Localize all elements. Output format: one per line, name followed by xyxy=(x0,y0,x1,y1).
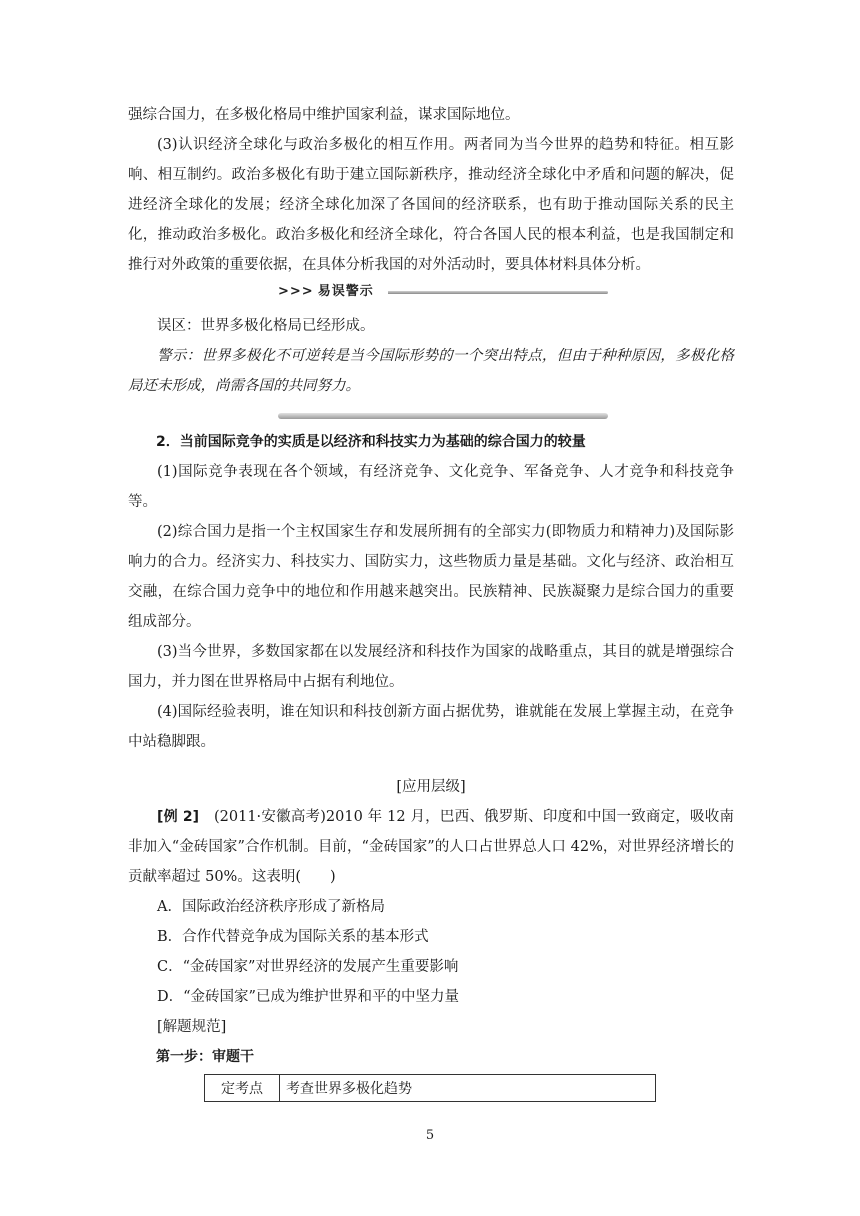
example-question xyxy=(128,802,734,892)
section-2-item-1: (1)国际竞争表现在各个领域，有经济竞争、文化竞争、军备竞争、人才竞争和科技竞争等。 xyxy=(128,464,734,510)
example-source: (2011·安徽高考) xyxy=(214,809,326,825)
step-1-title: 第一步：审题干 xyxy=(156,1049,254,1065)
table-row xyxy=(205,1075,656,1102)
warning-box-title: 易误警示 xyxy=(317,284,374,299)
section-2-item-4: (4)国际经验表明，谁在知识和科技创新方面占据优势，谁就能在发展上掌握主动，在竞争中站稳脚跟。 xyxy=(128,704,734,750)
warning-box-header xyxy=(278,284,608,298)
option-b: B．合作代替竞争成为国际关系的基本形式 xyxy=(157,929,429,945)
section-2-item-2: (2)综合国力是指一个主权国家生存和发展所拥有的全部实力(即物质力和精神力)及国际影响力的合力。经济实力、科技实力、国防实力，这些物质力量是基础。文化与经济、政治相互交融，在综合国力竞争中的地位和作用越来越突出。民族精神、民族凝聚力是综合国力的重要组成部分。 xyxy=(128,524,734,630)
example-label: [例 2] xyxy=(157,809,200,825)
option-a: A．国际政治经济秩序形成了新格局 xyxy=(157,899,385,915)
section-2-heading: 2．当前国际竞争的实质是以经济和科技实力为基础的综合国力的较量 xyxy=(156,434,586,450)
section-2-item-3: (3)当今世界，多数国家都在以发展经济和科技作为国家的战略重点，其目的就是增强综合国力，并力图在世界格局中占据有利地位。 xyxy=(128,644,734,690)
solution-norm-label: [解题规范] xyxy=(157,1019,227,1035)
table-value: 考查世界多极化趋势 xyxy=(280,1075,656,1102)
point-3-paragraph: (3)认识经济全球化与政治多极化的相互作用。两者同为当今世界的趋势和特征。相互影响、相互制约。政治多极化有助于建立国际新秩序，推动经济全球化中矛盾和问题的解决，促进经济全球化的发展；经济全球化加深了各国间的经济联系，也有助于推动国际关系的民主化，推动政治多极化。政治多极化和经济全球化，符合各国人民的根本利益，也是我国制定和推行对外政策的重要依据，在具体分析我国的对外活动时，要具体材料具体分析。 xyxy=(128,137,734,273)
option-c: C．“金砖国家”对世界经济的发展产生重要影响 xyxy=(157,959,459,975)
warning-mistake: 误区：世界多极化格局已经形成。 xyxy=(157,318,375,334)
application-level-heading: [应用层级] xyxy=(396,779,466,795)
warning-notice: 警示：世界多极化不可逆转是当今国际形势的一个突出特点，但由于种种原因，多极化格局还未形成，尚需各国的共同努力。 xyxy=(128,348,734,394)
intro-line: 强综合国力，在多极化格局中维护国家利益，谋求国际地位。 xyxy=(128,107,520,123)
table-key: 定考点 xyxy=(205,1075,280,1102)
option-d: D．“金砖国家”已成为维护世界和平的中坚力量 xyxy=(157,989,459,1005)
warning-box-footer xyxy=(278,413,608,419)
step-1-table xyxy=(204,1074,656,1102)
page-number: 5 xyxy=(425,1128,435,1143)
example-stem: 2010 年 12 月，巴西、俄罗斯、印度和中国一致商定，吸收南非加入“金砖国家”合作机制。目前，“金砖国家”的人口占世界总人口 42%，对世界经济增长的贡献率超过 50%。这表明( ) xyxy=(128,809,734,885)
chevron-icon: >>> xyxy=(278,284,314,299)
